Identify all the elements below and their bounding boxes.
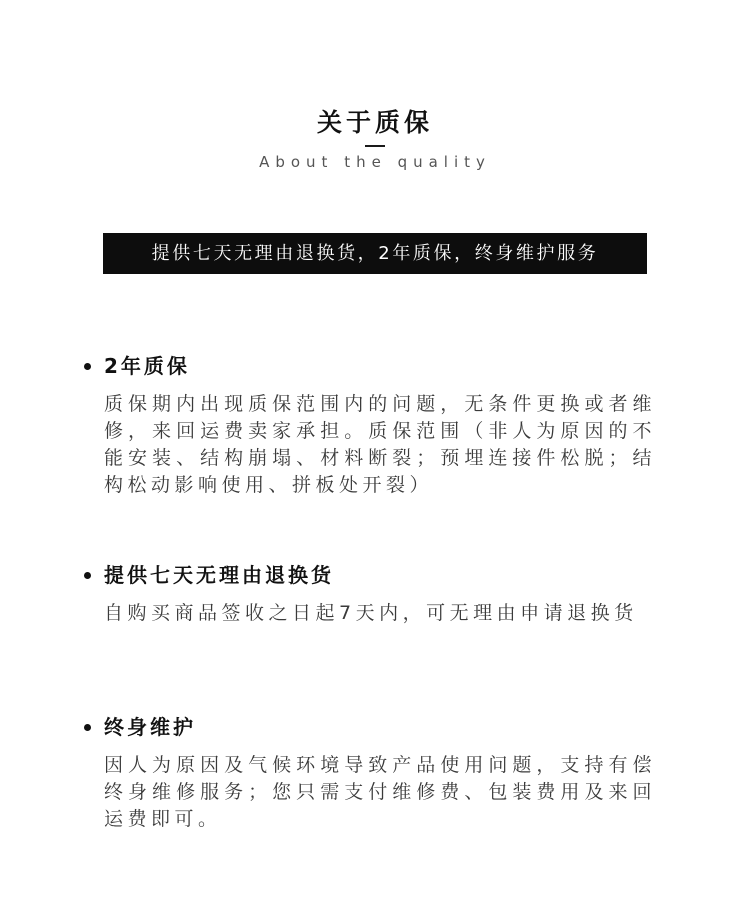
- page-subtitle: About the quality: [259, 153, 491, 171]
- bullet-dot-icon: [84, 363, 91, 370]
- section-body: 因人为原因及气候环境导致产品使用问题，支持有偿终身维修服务；您只需支付维修费、包装费用及来回运费即可。: [104, 754, 656, 830]
- section-heading: [82, 712, 662, 742]
- section-heading: [82, 560, 662, 590]
- section-heading-label: 2年质保: [104, 354, 190, 378]
- section-lifetime-maintenance: [82, 712, 662, 833]
- section-heading-label: 提供七天无理由退换货: [104, 563, 334, 587]
- section-body: 自购买商品签收之日起7天内，可无理由申请退换货: [104, 602, 638, 624]
- section-returns: [82, 560, 662, 627]
- bullet-dot-icon: [84, 724, 91, 731]
- section-heading-label: 终身维护: [104, 715, 196, 739]
- section-body: 质保期内出现质保范围内的问题，无条件更换或者维修，来回运费卖家承担。质保范围（非人为原因的不能安装、结构崩塌、材料断裂；预埋连接件松脱；结构松动影响使用、拼板处开裂）: [104, 393, 656, 496]
- bullet-dot-icon: [84, 572, 91, 579]
- service-banner: 提供七天无理由退换货，2年质保，终身维护服务: [103, 233, 647, 274]
- section-heading: [82, 351, 662, 381]
- section-warranty: [82, 351, 662, 499]
- title-divider: [365, 145, 385, 147]
- page-title: 关于质保: [316, 108, 433, 137]
